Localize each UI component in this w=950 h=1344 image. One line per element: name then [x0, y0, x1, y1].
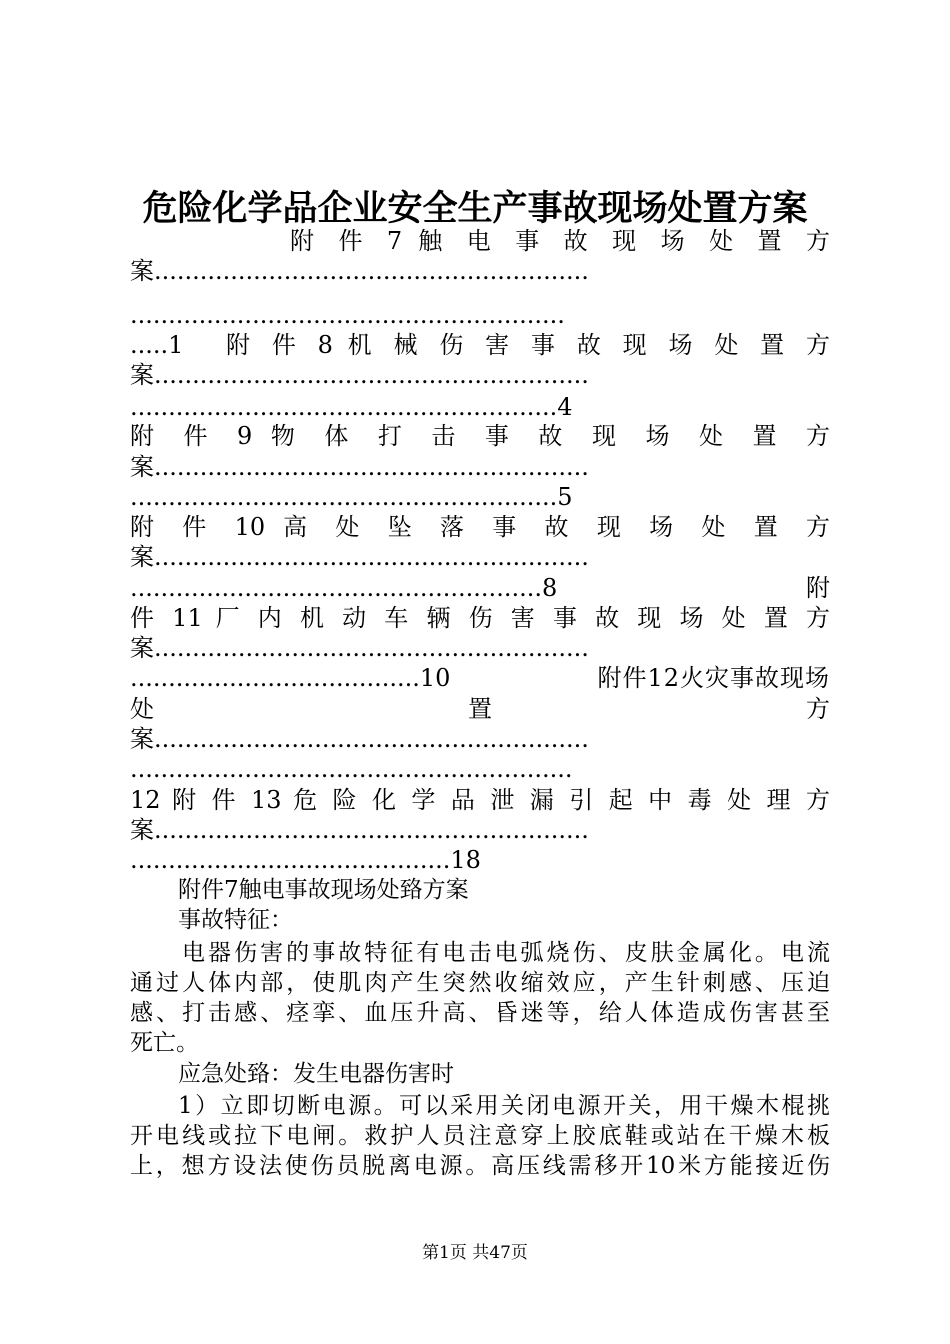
toc-line: ..........................................18	[130, 846, 481, 874]
paragraph-line: 1）立即切断电源。可以采用关闭电源开关，用干燥木棍挑	[178, 1093, 830, 1119]
paragraph-line: 死亡。	[130, 1030, 199, 1056]
paragraph-line: 电器伤害的事故特征有电击电弧烧伤、皮肤金属化。电流	[182, 940, 830, 966]
toc-entry-11[interactable]: 件 11 厂 内 机 动 车 辆 伤 害 事 故 现 场 处 置 方	[130, 604, 830, 632]
toc-entry-11-start[interactable]: 附	[806, 574, 830, 602]
toc-line: 案.........................................................	[130, 361, 589, 389]
toc-entry-13[interactable]: 12 附 件 13 危 险 化 学 品 泄 漏 引 起 中 毒 处 理 方	[130, 786, 830, 814]
paragraph-line: 上，想方设法使伤员脱离电源。高压线需移开10米方能接近伤	[130, 1153, 830, 1179]
toc-page-number: ......................................................8	[130, 574, 558, 602]
toc-entry-12-cont: 处 置 方	[130, 695, 830, 723]
paragraph-line: 感、打击感、痉挛、血压升高、昏迷等，给人体造成伤害甚至	[130, 1000, 830, 1026]
toc-line: ........................................................5	[130, 483, 573, 511]
section-heading: 附件7触电事故现场处臵方案	[178, 877, 469, 903]
toc-row	[130, 573, 830, 603]
page-footer: 第1页 共47页	[422, 1243, 528, 1263]
toc-line: .........................................................	[130, 301, 565, 329]
toc-row	[130, 663, 830, 693]
toc-entry-8[interactable]: 附 件 8 机 械 伤 害 事 故 现 场 处 置 方	[226, 331, 830, 359]
toc-entry-10[interactable]: 附 件 10 高 处 坠 落 事 故 现 场 处 置 方	[130, 513, 830, 541]
toc-page-number: ......................................10	[130, 664, 451, 692]
toc-line: ........................................................4	[130, 393, 573, 421]
toc-line: 案.........................................................	[130, 257, 589, 285]
toc-line: 附 件 7 触 电 事 故 现 场 处 置 方	[290, 227, 830, 255]
toc-line: 案.........................................................	[130, 543, 589, 571]
toc-entry-9[interactable]: 附 件 9 物 体 打 击 事 故 现 场 处 置 方	[130, 422, 830, 450]
document-title: 危险化学品企业安全生产事故现场处置方案	[142, 188, 808, 229]
toc-page-number: .....1	[130, 331, 184, 359]
toc-line: 案.........................................................	[130, 453, 589, 481]
toc-line: 案.........................................................	[130, 816, 589, 844]
feature-label: 事故特征：	[178, 907, 293, 933]
toc-line: ..........................................................	[130, 755, 573, 783]
toc-line: 案.........................................................	[130, 634, 589, 662]
toc-line: 案.........................................................	[130, 725, 589, 753]
toc-row	[130, 330, 830, 360]
toc-entry-12[interactable]: 附件12火灾事故现场	[597, 664, 830, 692]
paragraph-line: 通过人体内部，使肌肉产生突然收缩效应，产生针刺感、压迫	[130, 970, 830, 996]
paragraph-line: 开电线或拉下电闸。救护人员注意穿上胶底鞋或站在干燥木板	[130, 1123, 830, 1149]
emergency-heading: 应急处臵：发生电器伤害时	[178, 1061, 454, 1087]
